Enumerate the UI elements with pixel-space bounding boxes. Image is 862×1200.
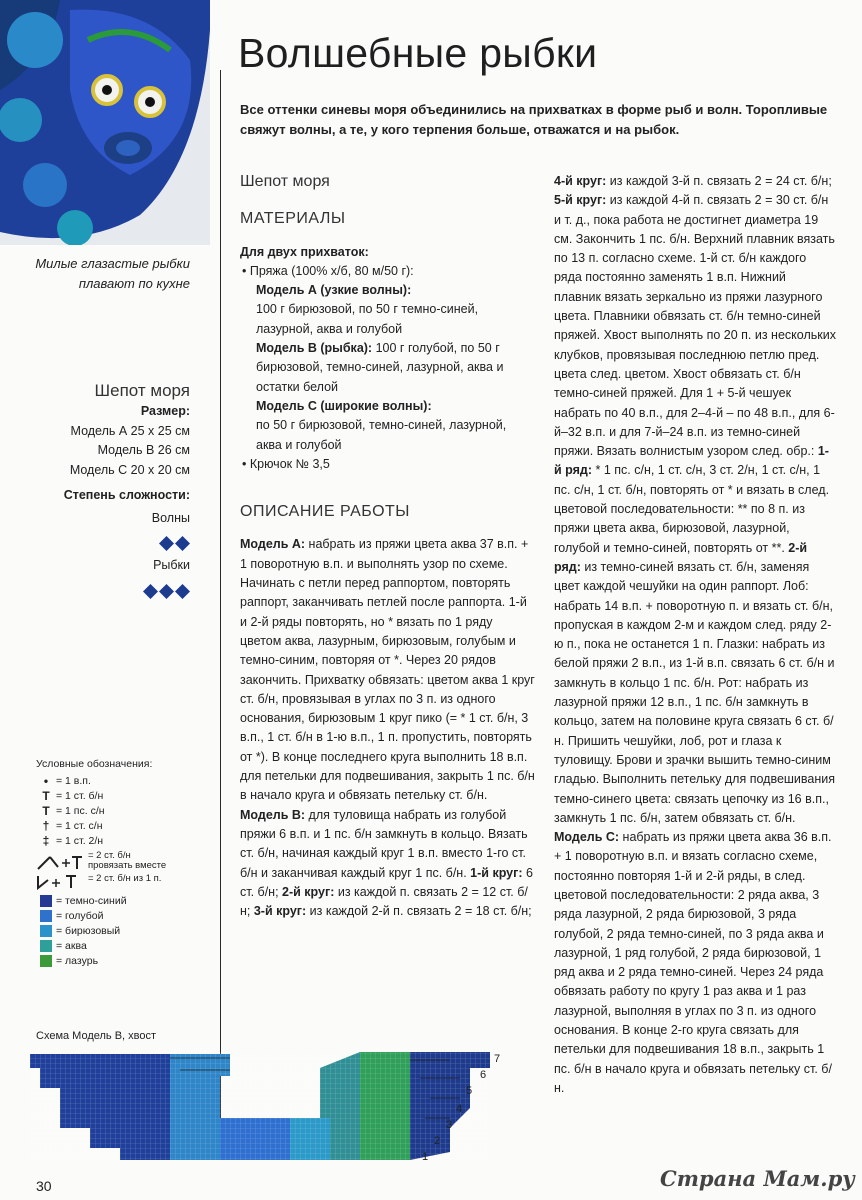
model-a-work-text: набрать из пряжи цвета аква 37 в.п. + 1 поворотную в.п. и выполнять узор по схеме. Начинать с петли перед раппортом, повторять раппорт, заканчивать петлей после раппорта. 1-й и 2-й ряды повторять, но * вязать по 1 ряду цветом аква, лазурным, бирюзовым, голубым и темно-синим, повторяя от *. Через 20 рядов закончить. Прихватку обвязать: цветом аква 1 круг ст. б/н, провязывая в углах по 3 п. из одного основания, бирюзовым 1 круг пико (= * 1 ст. б/н, 3 в.п., 1 ст. б/н в 1-ю в.п., 1 п. пропустить, повторять от *). В конце последнего круга выполнить 18 в.п. для петельки для подвешивания, закрыть 1 пс. б/н в начало круга и обвязать петельку ст. б/н. [240,537,535,803]
schema-row-label: 7 [494,1053,501,1065]
legend-color-row [36,923,221,938]
model-c-label: Модель С (широкие волны): [256,398,432,413]
legend-row [36,833,221,848]
legend-text: провязать вместе [88,860,167,871]
decrease-symbol-icon [36,851,84,871]
legend-color-row [36,893,221,908]
legend-text: = 1 ст. с/н [56,819,103,832]
row-label: 2-й ряд: [554,540,808,574]
schema-row-label: 6 [480,1069,487,1081]
legend-color-row [36,908,221,923]
legend-row [36,874,221,890]
model-b-work-label: Модель В: [240,807,306,822]
difficulty-rating-fish [20,584,190,599]
row-label: 1-й ряд: [554,444,829,478]
round-label: 4-й круг: [554,174,607,188]
diamond-icon [143,584,158,599]
sc-symbol-icon: T [42,788,50,803]
legend-row [36,788,221,803]
legend-color-row [36,953,221,968]
hook-line: • Крючок № 3,5 [242,456,330,471]
photo-caption: Милые глазастые рыбки плавают по кухне [35,256,190,291]
hdc-symbol-icon: T [42,803,50,818]
legend-text: = темно-синий [56,894,127,907]
round-label: 3-й круг: [253,904,307,919]
legend-text: = 1 ст. 2/н [56,834,104,847]
model-c-text: по 50 г бирюзовой, темно-синей, лазурной, аква и голубой [256,418,507,452]
model-b-label: Модель В (рыбка): [256,341,373,356]
legend-color-row [36,938,221,953]
round-text: из каждой п. связать 2 = 12 ст. б/н; [240,884,528,919]
model-a-label: Модель А (узкие волны): [256,283,412,298]
legend [36,758,221,968]
page-number: 30 [36,1178,52,1194]
intro-text: Все оттенки синевы моря объединились на прихватках в форме рыб и волн. Торопливые свяжут волны, а те, у кого терпения больше, отважатся и на рыбок. [240,102,828,137]
round-text: из каждой 3-й п. связать 2 = 24 ст. б/н; [606,174,832,188]
schema-row-label: 3 [446,1119,453,1131]
dc-symbol-icon: † [42,818,50,833]
model-c-work-label: Модель С: [554,830,620,845]
color-swatch [40,910,52,922]
model-a-work-label: Модель А: [240,537,306,552]
legend-title: Условные обозначения: [36,758,153,770]
sidebar-name: Шепот моря [94,381,190,400]
sidebar-info [20,380,190,604]
schema-row-label: 4 [456,1103,463,1115]
materials-heading: МАТЕРИАЛЫ [240,210,346,228]
model-b-work-text: для туловища набрать из голубой пряжи 6 в.п. и 1 пс. б/н замкнуть в кольцо. Вязать ст. б/н, начиная каждый круг 1 в.п. вместо 1-го ст. б/н и заканчивая каждый круг 1 пс. б/н. [240,807,528,880]
legend-row [36,773,221,788]
diamond-icon [175,536,190,551]
model-a-text: 100 г бирюзовой, по 50 г темно-синей, лазурной, аква и голубой [256,302,479,336]
model-c-work-text: набрать из пряжи цвета аква 36 в.п. + 1 поворотную в.п. и вязать согласно схеме, постоянно повторяя 1-й и 2-й ряды, в след. цветовой последовательности: 2 ряда аква, 3 ряда лазурной, 2 ряда бирюзовой, 3 ряда голубой, 2 ряда темно-синей, по 3 ряда аква и лазурной, 1 ряд голубой, 2 ряда бирюзовой, 1 ряд аква и 2 ряда темно-синей. Через 24 ряда обвязать работу по кругу 1 раз аква и 1 раз лазурной, выполняя в углах по 3 п. из одного основания. В конце 2-го круга связать для петельки для подвешивания 18 в.п., закрыть 1 пс. б/н в начало круга и обвязать петельку ст. б/н. [554,830,832,1095]
color-swatch [40,895,52,907]
diamond-icon [159,584,174,599]
size-label: Размер: [140,404,190,418]
work-heading: ОПИСАНИЕ РАБОТЫ [240,503,410,521]
section-heading: Шепот моря [240,173,330,190]
increase-symbol-icon [36,874,84,890]
size-line: Модель В 26 см [97,443,190,457]
round-text: из каждой 4-й п. связать 2 = 30 ст. б/н и т. д., пока работа не достигнет диаметра 19 см. Закончить 1 пс. б/н. Верхний плавник вязать по 13 п. согласно схеме. 1-й ст. б/н каждого ряда постоянно заменять 1 в.п. Нижний плавник вязать зеркально из пряжи лазурного цвета. Плавники обвязать ст. б/н темно-синей пряжей. Хвост выполнять по 20 п. из нескольких клубков, провязывая последнюю петлю пред. цвета след. цветом. Хвост обвязать ст. б/н темно-синей пряжей. Для 1 + 5-й чешуек набрать по 40 в.п., для 2–4-й – по 48 в.п., для 6-й–32 в.п. и для 7-й–24 в.п. из темно-синей пряжи. Вязать волнистым узором след. обр.: [554,193,836,459]
model-b-text: 100 г голубой, по 50 г бирюзовой, темно-синей, лазурной, аква и остатки белой [256,341,504,394]
schema-row-label: 2 [434,1135,441,1147]
schema-row-label: 1 [422,1151,429,1163]
text-column-1 [240,172,535,921]
difficulty-rating-waves [20,536,190,551]
legend-text: = аква [56,939,87,952]
tail-schema-diagram [30,1048,510,1166]
round-label: 5-й круг: [554,193,607,208]
for-two-label: Для двух прихваток: [240,244,369,259]
round-label: 1-й круг: [470,865,523,880]
text-column-2 [554,172,836,1098]
size-line: Модель С 20 x 20 см [69,462,190,477]
legend-row [36,803,221,818]
difficulty-label-fish: Рыбки [153,558,190,572]
round-label: 2-й круг: [282,884,335,899]
legend-text: = 2 ст. б/н из 1 п. [88,873,162,884]
page-title: Волшебные рыбки [238,30,598,76]
legend-text: = голубой [56,909,104,922]
chain-symbol-icon: • [43,773,49,788]
legend-text: = 1 пс. с/н [56,804,105,817]
size-line: Модель А 25 x 25 см [70,423,190,438]
color-swatch [40,955,52,967]
diamond-icon [175,584,190,599]
yarn-line: • Пряжа (100% х/б, 80 м/50 г): [242,263,414,278]
diamond-icon [159,536,174,551]
legend-row [36,818,221,833]
legend-text: = бирюзовый [56,924,121,937]
legend-text: = 1 в.п. [56,774,91,787]
legend-text: = лазурь [56,954,99,967]
legend-row [36,851,221,871]
round-text: из каждой 2-й п. связать 2 = 18 ст. б/н; [306,904,532,919]
tr-symbol-icon: ‡ [42,833,50,848]
schema-label: Схема Модель В, хвост [36,1030,157,1042]
round-text: 6 ст. б/н; [240,865,533,899]
row-text: из темно-синей вязать ст. б/н, заменяя цвет каждой чешуйки на один раппорт. Лоб: набрать 14 в.п. + поворотную п. и вязать ст. б/н, пропуская в каждом 2-м и каждом след. ряду 2-ю п., пока не останется 1 п. Глазки: набрать из белой пряжи 2 в.п., из 1-й в.п. связать 6 ст. б/н и замкнуть в кольцо 1 пс. б/н. Рот: набрать из лазурной пряжи 12 в.п., 1 пс. б/н замкнуть в кольцо, затем на половине круга связать 6 ст. б/н. Пришить чешуйки, лоб, рот и глаза к туловищу. Брови и зрачки вышить темно-синим гладью. Выполнить петельку для подвешивания темно-синего цвета: связать цепочку из 16 в.п., замкнуть 1 пс. б/н, затем обвязать ст. б/н. [554,559,836,825]
legend-text: = 1 ст. б/н [56,789,104,802]
fish-photo [0,0,210,245]
watermark-logo: Страна Мам.ру [660,1166,855,1191]
color-swatch [40,925,52,937]
schema-row-label: 5 [466,1085,473,1097]
legend-text: = 2 ст. б/н [88,850,131,861]
difficulty-label: Степень сложности: [63,488,190,502]
row-text: * 1 пс. с/н, 1 ст. с/н, 3 ст. 2/н, 1 ст. с/н, 1 пс. с/н, 1 ст. б/н, повторять от * и вязать в след. цветовой последовательности: ** по 8 п. из пряжи цвета аква, бирюзовой, лазурной, голубой и темно-синей, повторять от **. [554,463,830,555]
difficulty-label-waves: Волны [151,510,190,525]
color-swatch [40,940,52,952]
